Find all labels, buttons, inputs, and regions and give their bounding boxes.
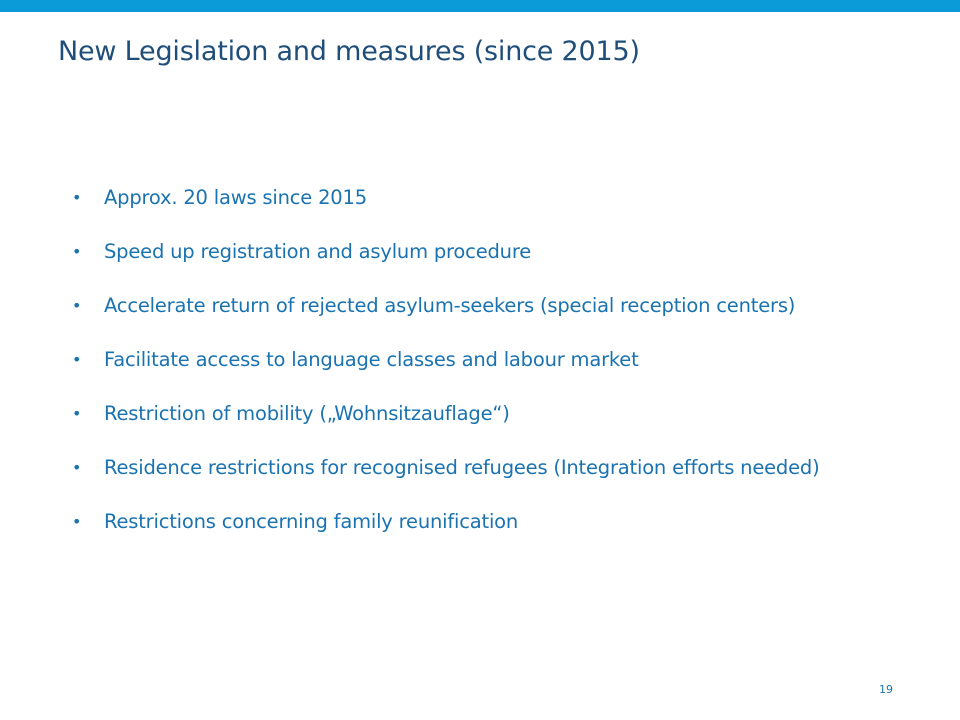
bullet-dot-icon: • bbox=[72, 512, 82, 531]
bullet-dot-icon: • bbox=[72, 404, 82, 423]
bullet-item bbox=[72, 455, 932, 509]
bullet-item bbox=[72, 347, 932, 401]
bullet-item bbox=[72, 185, 932, 239]
bullet-item bbox=[72, 509, 932, 563]
bullet-item bbox=[72, 401, 932, 455]
bullet-text: Restrictions concerning family reunification bbox=[104, 510, 519, 533]
bullet-text: Approx. 20 laws since 2015 bbox=[104, 186, 367, 209]
bullet-text: Accelerate return of rejected asylum-seekers (special reception centers) bbox=[104, 294, 796, 317]
bullet-text: Restriction of mobility („Wohnsitzauflage“) bbox=[104, 402, 510, 425]
bullet-dot-icon: • bbox=[72, 188, 82, 207]
bullet-dot-icon: • bbox=[72, 458, 82, 477]
bullet-text: Speed up registration and asylum procedure bbox=[104, 240, 532, 263]
bullet-dot-icon: • bbox=[72, 296, 82, 315]
page-number: 19 bbox=[879, 683, 893, 696]
top-accent-bar bbox=[0, 0, 960, 12]
bullet-item bbox=[72, 239, 932, 293]
bullet-item bbox=[72, 293, 932, 347]
bullet-dot-icon: • bbox=[72, 242, 82, 261]
bullet-list bbox=[72, 185, 932, 563]
bullet-text: Facilitate access to language classes and labour market bbox=[104, 348, 639, 371]
bullet-text: Residence restrictions for recognised refugees (Integration efforts needed) bbox=[104, 456, 820, 479]
slide-title: New Legislation and measures (since 2015) bbox=[58, 36, 640, 67]
bullet-dot-icon: • bbox=[72, 350, 82, 369]
